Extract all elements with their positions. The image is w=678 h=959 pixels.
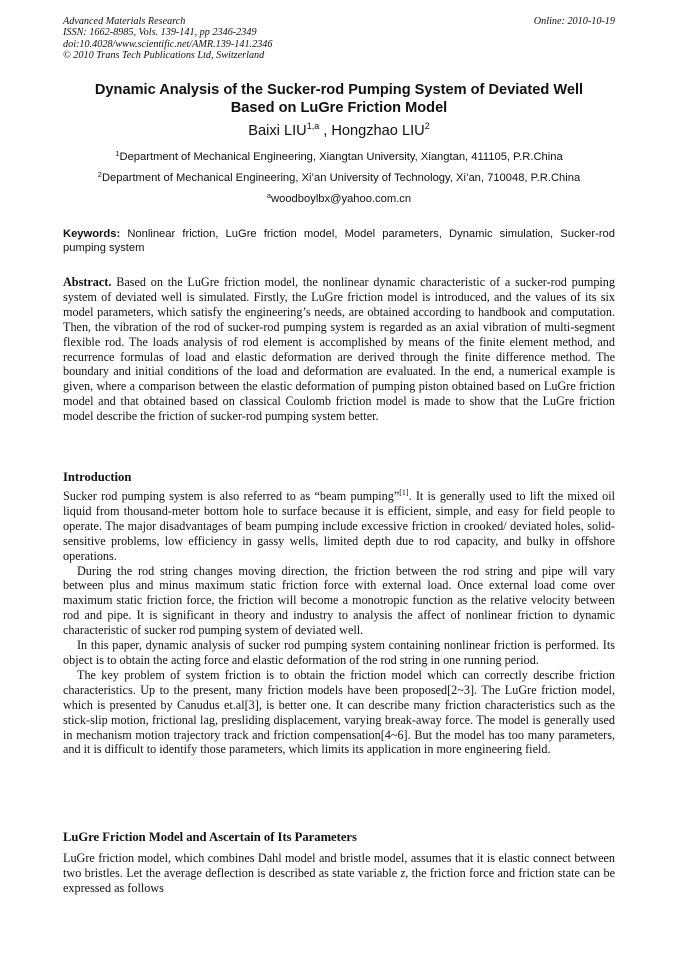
author-1-affil: 1,a (306, 121, 320, 131)
email-text[interactable]: woodboylbx@yahoo.com.cn (271, 193, 412, 205)
doi-line: doi:10.4028/www.scientific.net/AMR.139-141.2346 (63, 38, 273, 50)
state-variable-z: z (400, 865, 406, 880)
abstract-text: Based on the LuGre friction model, the nonlinear dynamic characteristic of a sucker-rod pumping system of deviated well is simulated. Firstly, the LuGre friction model is introduced, and the values of its six model parameters, which satisfy the engineering’s needs, are obtained according to handbook and computation. Then, the vibration of the rod of sucker-rod pumping system is regarded as an axial vibration of multi-segment flexible rod. The loads analysis of rod element is accomplished by means of the finite element method, and recurrence formulas of load and elastic deformation are derived through the finite difference method. The boundary and initial conditions of the load and deformation are evaluated. In the end, a numerical example is given, where a comparison between the elastic deformation of pumping piston obtained based on LuGre friction model and that obtained based on classical Coulomb friction model is made to show that the LuGre friction model describe the friction of sucker-rod pumping system better. (63, 275, 615, 424)
intro-paragraph-3: In this paper, dynamic analysis of sucker rod pumping system containing nonlinear friction is performed. Its object is to obtain the acting force and elastic deformation of the rod string in one running period. (63, 638, 615, 667)
lugre-p1-rest: , the friction force and friction state can be expressed as follows (63, 865, 615, 895)
affiliation-1 (40, 150, 638, 164)
affiliation-2-mark: 2 (97, 170, 102, 179)
email-mark: a (266, 191, 272, 200)
keywords (63, 227, 615, 255)
lugre-paragraph-1 (63, 851, 615, 896)
intro-paragraph-1 (63, 489, 615, 564)
journal-name: Advanced Materials Research (63, 16, 186, 27)
journal-header (63, 16, 618, 62)
author-separator: , (319, 123, 332, 139)
copyright-line: © 2010 Trans Tech Publications Ltd, Switzerland (63, 50, 265, 62)
affiliation-2-text: Department of Mechanical Engineering, Xi’an University of Technology, Xi’an, 710048, P.R.China (101, 172, 581, 184)
intro-p1-start: Sucker rod pumping system is also referred to as “beam pumping” (63, 489, 400, 503)
author-2: Hongzhao LIU (331, 123, 425, 139)
abstract (63, 275, 615, 424)
introduction-body (63, 489, 615, 757)
intro-paragraph-2: During the rod string changes moving direction, the friction between the rod string and pipe will vary between plus and minus maximum static friction force with external load. Once external load come over maximum static friction force, the friction will become a monotropic function as the relative velocity between rod and pipe. It is significant in theory and industry to analysis the affect of nonlinear friction to dynamic characteristic of sucker rod pumping system of deviated well. (63, 563, 615, 638)
author-2-affil: 2 (424, 121, 430, 131)
introduction-heading: Introduction (63, 470, 132, 484)
abstract-label: Abstract. (63, 275, 112, 289)
title-line-1: Dynamic Analysis of the Sucker-rod Pumping System of Deviated Well (94, 82, 584, 98)
paper-title (40, 81, 638, 117)
intro-p1-rest: . It is generally used to lift the mixed oil liquid from thousand-meter bottom hole to surface because it is efficient, simple, and easy for field people to operate. The major disadvantages of beam pumping include excessive friction in crooked/ deviated holes, solid-sensitive problems, low efficiency in gassy wells, limited depth due to rod capacity, and bulky in offshore operations. (63, 489, 615, 563)
keywords-label: Keywords: (63, 228, 121, 240)
citation-1[interactable]: [1] (399, 488, 409, 497)
issn-line: ISSN: 1662-8985, Vols. 139-141, pp 2346-2349 (63, 27, 257, 39)
author-email (40, 192, 638, 206)
affiliation-1-mark: 1 (115, 149, 120, 158)
title-line-2: Based on LuGre Friction Model (230, 100, 448, 116)
lugre-heading: LuGre Friction Model and Ascertain of Its Parameters (63, 830, 357, 844)
intro-paragraph-4: The key problem of system friction is to obtain the friction model which can correctly describe friction characteristics. Up to the present, many friction models have been proposed[2~3]. The LuGre friction model, which is presented by Canudus et.al[3], is better one. It can describe many friction characteristics such as the stick-slip motion, frictional lag, presliding displacement, varying break-away force. The model is generally used in mechanism motion trajectory track and friction compensation[4~6]. But the model has too many parameters, and it is difficult to identify those parameters, which limits its application in more engineering field. (63, 667, 615, 757)
lugre-body (63, 851, 615, 896)
author-1: Baixi LIU (248, 123, 307, 139)
online-date: Online: 2010-10-19 (533, 16, 615, 27)
affiliation-1-text: Department of Mechanical Engineering, Xiangtan University, Xiangtan, 411105, P.R.China (119, 151, 563, 163)
keywords-text: Nonlinear friction, LuGre friction model, Model parameters, Dynamic simulation, Sucker-rod pumping system (63, 228, 615, 255)
affiliation-2 (40, 171, 638, 185)
lugre-p1-start: LuGre friction model, which combines Dahl model and bristle model, assumes that it is elastic connect between two bristles. Let the average deflection is described as state variable (63, 851, 615, 880)
author-list (40, 122, 638, 140)
